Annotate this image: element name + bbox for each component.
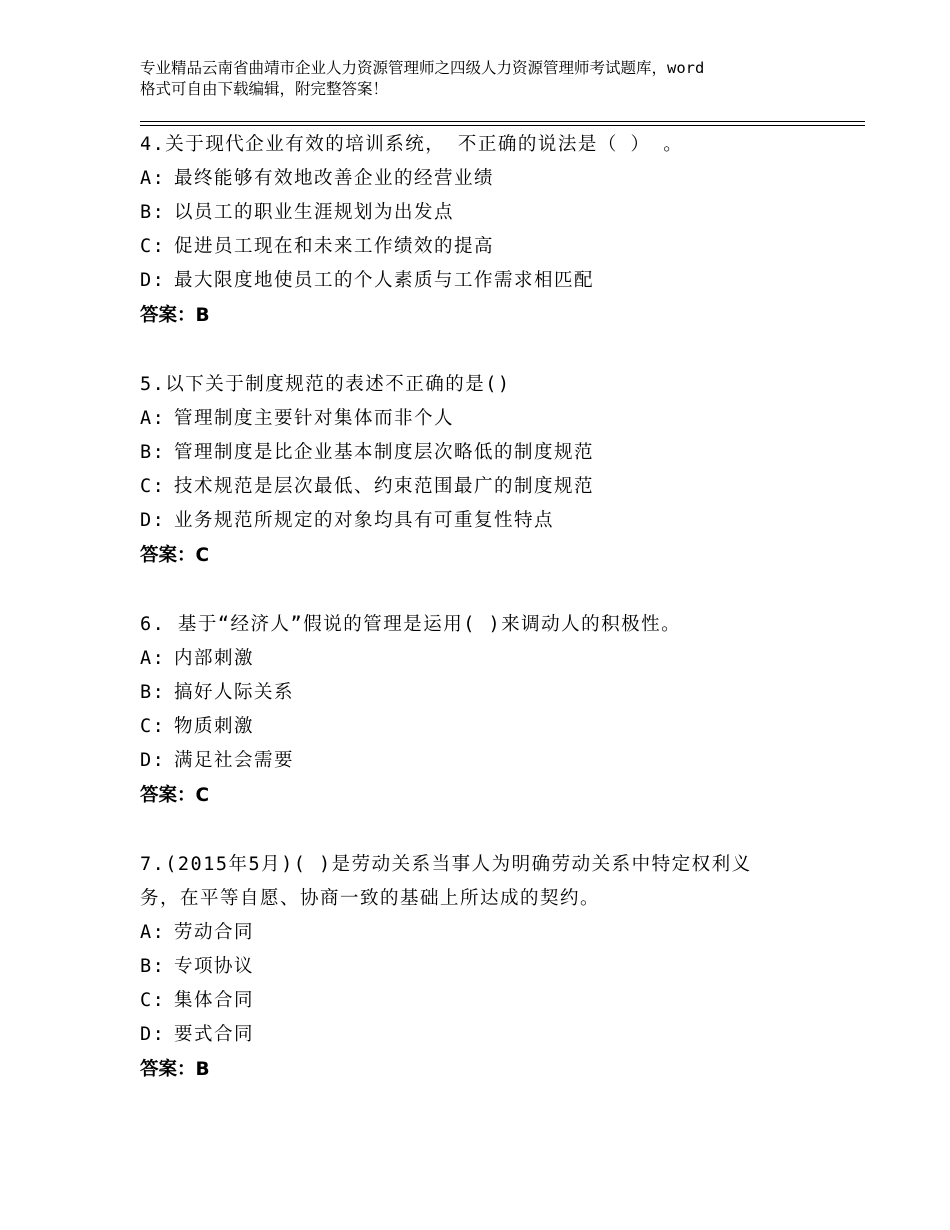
option-c [140, 230, 860, 264]
option-label: C: [140, 476, 166, 497]
option-label: A: [140, 168, 166, 189]
header-line-2: 格式可自由下载编辑，附完整答案！ [140, 80, 389, 98]
option-text: 满足社会需要 [174, 750, 295, 771]
option-d [140, 1018, 860, 1052]
question-block [140, 848, 860, 1088]
header-divider-thin [140, 125, 865, 126]
option-d [140, 744, 860, 778]
answer-text: 答案：B [140, 305, 210, 326]
option-label: D: [140, 510, 166, 531]
option-text: 物质刺激 [174, 716, 255, 737]
option-c [140, 984, 860, 1018]
option-text: 最大限度地使员工的个人素质与工作需求相匹配 [174, 270, 595, 291]
option-b [140, 196, 860, 230]
question-text: 4.关于现代企业有效的培训系统， 不正确的说法是（ ） 。 [140, 134, 684, 155]
option-label: A: [140, 408, 166, 429]
option-label: B: [140, 682, 166, 703]
document-header [140, 58, 840, 100]
option-label: C: [140, 990, 166, 1011]
option-d [140, 264, 860, 298]
question-text-continued: 务，在平等自愿、协商一致的基础上所达成的契约。 [140, 888, 601, 909]
option-a [140, 162, 860, 196]
question-text: 5.以下关于制度规范的表述不正确的是() [140, 374, 511, 395]
option-label: B: [140, 956, 166, 977]
header-line-1: 专业精品云南省曲靖市企业人力资源管理师之四级人力资源管理师考试题库，word [140, 59, 705, 77]
option-text: 管理制度主要针对集体而非个人 [174, 408, 455, 429]
option-c [140, 470, 860, 504]
question-list [140, 128, 860, 1122]
option-label: A: [140, 648, 166, 669]
option-text: 集体合同 [174, 990, 255, 1011]
option-text: 搞好人际关系 [174, 682, 295, 703]
option-text: 要式合同 [174, 1024, 255, 1045]
option-text: 专项协议 [174, 956, 255, 977]
question-block [140, 368, 860, 574]
option-label: C: [140, 716, 166, 737]
answer-text: 答案：C [140, 545, 210, 566]
option-b [140, 436, 860, 470]
answer-text: 答案：C [140, 785, 210, 806]
question-text: 6. 基于“经济人”假说的管理是运用( )来调动人的积极性。 [140, 614, 682, 635]
question-block [140, 128, 860, 334]
option-a [140, 402, 860, 436]
option-text: 业务规范所规定的对象均具有可重复性特点 [174, 510, 555, 531]
option-text: 劳动合同 [174, 922, 255, 943]
option-text: 最终能够有效地改善企业的经营业绩 [174, 168, 495, 189]
header-divider-thick [140, 121, 865, 122]
option-text: 技术规范是层次最低、约束范围最广的制度规范 [174, 476, 595, 497]
option-label: D: [140, 270, 166, 291]
option-a [140, 916, 860, 950]
option-text: 促进员工现在和未来工作绩效的提高 [174, 236, 495, 257]
option-c [140, 710, 860, 744]
option-text: 管理制度是比企业基本制度层次略低的制度规范 [174, 442, 595, 463]
question-text: 7.(2015年5月)( )是劳动关系当事人为明确劳动关系中特定权利义 [140, 854, 752, 875]
option-label: A: [140, 922, 166, 943]
answer-text: 答案：B [140, 1059, 210, 1080]
option-a [140, 642, 860, 676]
option-label: D: [140, 750, 166, 771]
option-b [140, 676, 860, 710]
option-text: 内部刺激 [174, 648, 255, 669]
option-label: B: [140, 442, 166, 463]
option-b [140, 950, 860, 984]
option-label: B: [140, 202, 166, 223]
option-label: D: [140, 1024, 166, 1045]
option-text: 以员工的职业生涯规划为出发点 [174, 202, 455, 223]
question-block [140, 608, 860, 814]
option-label: C: [140, 236, 166, 257]
option-d [140, 504, 860, 538]
